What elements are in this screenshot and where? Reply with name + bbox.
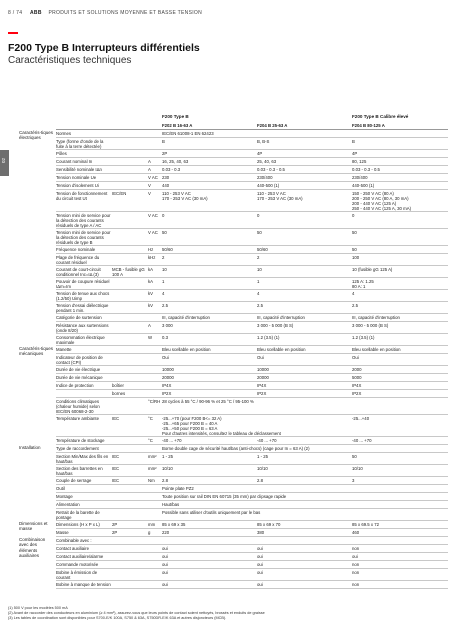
table-row — [56, 254, 448, 266]
row-value: B — [162, 139, 165, 144]
row-value: Borne double cage de sécurité haut/bas (anti-chocs) (cage pour In = 63 A) (2) — [162, 446, 310, 451]
row-qualifier: MCB - fusible gG 100 A — [112, 267, 145, 277]
row-label: Alimentation — [56, 502, 80, 507]
row-value: 50 — [352, 247, 357, 252]
row-label: Fréquence nominale — [56, 247, 96, 252]
row-label: Type (forme d'onde de la fuite à la terre détectée) — [56, 139, 104, 149]
row-value: 4P — [352, 151, 358, 156]
row-value: III, capacité d'interruption — [162, 315, 210, 320]
row-label: Sensibilité nominale IΔn — [56, 167, 102, 172]
row-label: Tension mini de service pour la détection des courants résiduels de type B — [56, 230, 111, 245]
table-row — [56, 581, 448, 589]
column-header: F204 B 25-63 A — [257, 123, 288, 128]
row-unit: g — [148, 530, 151, 535]
row-value: 2.5 — [257, 303, 263, 308]
row-label: Courant nominal In — [56, 159, 93, 164]
row-unit: Nm — [148, 478, 155, 483]
row-value: oui — [162, 546, 168, 551]
row-label: Tension d'essai diélectrique pendant 1 min. — [56, 303, 109, 313]
row-value: 2P — [162, 151, 168, 156]
row-label: Masse — [56, 530, 69, 535]
row-label: Courant de court-circuit conditionnel Inc=IΔ (3) — [56, 267, 101, 277]
table-row — [56, 354, 448, 366]
row-unit: °C — [148, 438, 153, 443]
row-value: oui — [257, 570, 263, 575]
row-value: 10 (fusible gG 125 A) — [352, 267, 393, 272]
row-value: non — [352, 562, 360, 567]
footnote: (3) Les tables de coordination sont disponibles pour S700-E/K 100A, S750 & 63A, S750DR-E/K 63A et autres disjoncteurs (MCB). — [8, 616, 227, 620]
row-value: 10/10 — [162, 466, 173, 471]
table-row — [56, 493, 448, 501]
row-label: Durée de vie électrique — [56, 367, 101, 372]
row-value: oui — [257, 562, 263, 567]
row-value: -25...+40 — [352, 416, 370, 421]
table-row — [56, 509, 448, 521]
row-unit: kV — [148, 303, 154, 308]
table-row — [56, 521, 448, 529]
row-unit: kA — [148, 267, 154, 272]
row-value: 1 — [257, 279, 260, 284]
row-value: oui — [257, 554, 263, 559]
row-value: 5000 — [352, 375, 362, 380]
table-row — [56, 290, 448, 302]
table-header-row — [56, 122, 448, 130]
row-value: 0.03 - 0.3 - 0.5 — [257, 167, 285, 172]
table-row — [56, 529, 448, 537]
row-unit: °C/RH — [148, 399, 161, 404]
row-label: Section des barrettes en haut/bas — [56, 466, 103, 476]
row-label: Retrait de la barette de pontage — [56, 510, 100, 520]
row-unit: mm² — [148, 466, 157, 471]
row-label: Résistance aux surtensions (onde 8/20) — [56, 323, 109, 333]
breadcrumb: PRODUITS ET SOLUTIONS MOYENNE ET BASSE TENSION — [48, 10, 203, 16]
row-qualifier: IEC — [112, 416, 120, 421]
section-label-installation: Installation — [19, 445, 41, 450]
column-header: F202 B 16-63 A — [162, 123, 193, 128]
row-value: 50 — [257, 230, 262, 235]
row-value: 4 — [352, 291, 355, 296]
row-value: 0 — [352, 213, 355, 218]
row-label: Section Min/Max des fils en haut/bas — [56, 454, 109, 464]
row-label: Consommation électrique maximale — [56, 335, 105, 345]
row-value: 440 — [162, 183, 170, 188]
table-row — [56, 537, 448, 545]
row-value: non — [352, 582, 360, 587]
section-label-electrical: Caractéris-tiques électriques — [19, 130, 54, 141]
table-row — [56, 545, 448, 553]
row-value: 2.5 — [352, 303, 358, 308]
group-header-high-rating: F200 Type B Calibre élevé — [352, 114, 409, 119]
row-label: Contact auxiliaire/alarme — [56, 554, 104, 559]
row-label: Tension de fonctionnement du circuit test Ut — [56, 191, 108, 201]
table-row — [56, 166, 448, 174]
row-label: Dimensions (H x P x L) — [56, 522, 100, 527]
row-value: 4 — [162, 291, 165, 296]
row-value: 0 — [162, 213, 165, 218]
row-label: Normes — [56, 131, 72, 136]
table-row — [56, 182, 448, 190]
table-row — [56, 415, 448, 437]
table-row — [56, 190, 448, 212]
row-value: -40 ... +70 — [352, 438, 372, 443]
row-value: 3 000 - 5 000 (B S) — [257, 323, 294, 328]
row-value: 100 — [352, 255, 360, 260]
table-row — [56, 477, 448, 485]
table-row — [56, 322, 448, 334]
group-header-standard: F200 Type B — [162, 114, 189, 119]
row-value: 2.8 — [162, 478, 168, 483]
row-value: 10 — [257, 267, 262, 272]
row-unit: mm — [148, 522, 156, 527]
table-row — [56, 366, 448, 374]
row-value: non — [352, 546, 360, 551]
row-unit: mm² — [148, 454, 157, 459]
row-value: 220 — [162, 530, 170, 535]
row-label: Couple de serrage — [56, 478, 92, 483]
row-unit: V AC — [148, 175, 158, 180]
table-row — [56, 382, 448, 390]
row-label: Tension nominale Ue — [56, 175, 97, 180]
row-value: 10000 — [257, 367, 269, 372]
row-value: 25, 40, 63 — [257, 159, 277, 164]
table-row — [56, 266, 448, 278]
table-row — [56, 130, 448, 138]
row-label: Combinable avec : — [56, 538, 92, 543]
row-value: oui — [352, 554, 358, 559]
chapter-tab — [0, 150, 9, 176]
table-row — [56, 150, 448, 158]
row-value: 85 x 69 x 35 — [162, 522, 186, 527]
row-value: 16, 25, 40, 63 — [162, 159, 189, 164]
page-title: F200 Type B Interrupteurs différentiels — [8, 42, 200, 54]
table-row — [56, 453, 448, 465]
row-label: Tension de tenue aux chocs (1.2/50) Uimp — [56, 291, 110, 301]
row-value: Pointe plate PZ2 — [162, 486, 194, 491]
row-label: Température de stockage — [56, 438, 105, 443]
row-value: 10 — [162, 267, 167, 272]
row-qualifier: 2P — [112, 522, 118, 527]
row-label: Contact auxiliaire — [56, 546, 89, 551]
row-value: IP4X — [162, 383, 172, 388]
row-value: 80, 125 — [352, 159, 367, 164]
row-value: 1.2 (3.5) (1) — [352, 335, 375, 340]
table-row — [56, 302, 448, 314]
section-label-combination: Combinaison avec des éléments auxiliaires — [19, 537, 46, 559]
row-unit: kA — [148, 279, 154, 284]
table-row — [56, 278, 448, 290]
row-value: -40 ... +70 — [257, 438, 277, 443]
row-unit: W — [148, 335, 153, 340]
row-value: 2000 — [352, 367, 362, 372]
table-row — [56, 445, 448, 453]
row-value: 1.2 (3.5) (1) — [257, 335, 280, 340]
table-row — [56, 465, 448, 477]
row-value: oui — [162, 562, 168, 567]
row-unit: kV — [148, 291, 154, 296]
row-value: 125 A: 1.25 80 A: 1 — [352, 279, 374, 289]
row-value: 50 — [352, 230, 357, 235]
table-row — [56, 138, 448, 150]
row-label: Bobine à manque de tension — [56, 582, 111, 587]
page-subtitle: Caractéristiques techniques — [8, 55, 132, 66]
row-value: oui — [162, 554, 168, 559]
row-value: Possible sans utiliser d'outils uniquement par le bas — [162, 510, 261, 515]
row-value: -25...+70 (pour F200 B<= 32 A) -25...+65 pour F200 B = 40 A -25...+50 pour F200 B = 63 A Pour d'autres intensités, consultez le tableau de déclassement — [162, 416, 281, 436]
row-value: 50 — [352, 454, 357, 459]
row-value: oui — [162, 570, 168, 575]
row-label: Température ambiante — [56, 416, 99, 421]
row-value: IP2X — [257, 391, 267, 396]
row-value: Oui — [352, 355, 359, 360]
table-row — [56, 174, 448, 182]
footnotes — [8, 606, 448, 621]
row-unit: A — [148, 167, 151, 172]
table-row — [56, 246, 448, 254]
row-value: 1 — [162, 279, 165, 284]
table-row — [56, 334, 448, 346]
row-value: 1 - 25 — [162, 454, 173, 459]
row-value: 2.5 — [162, 303, 168, 308]
row-value: IP4X — [257, 383, 267, 388]
accent-bar — [8, 32, 18, 34]
row-value: 10/10 — [352, 466, 363, 471]
row-value: 10/10 — [257, 466, 268, 471]
row-label: Pôles — [56, 151, 67, 156]
chapter-number: 02 — [1, 157, 7, 164]
row-unit: kHz — [148, 255, 156, 260]
row-qualifier: IEC — [112, 478, 120, 483]
section-label-mechanical: Caractéris-tiques mécaniques — [19, 346, 54, 357]
row-value: 4P — [257, 151, 263, 156]
row-label: Outil — [56, 486, 65, 491]
table-row — [56, 398, 448, 415]
row-value: 230 — [162, 175, 170, 180]
footnote: (1) 500 V pour les modèles 500 mA — [8, 606, 68, 610]
row-value: 20000 — [257, 375, 269, 380]
table-row — [56, 346, 448, 354]
row-unit: V — [148, 183, 151, 188]
row-value: IP2X — [352, 391, 362, 396]
row-value: 0.3 — [162, 335, 168, 340]
table-row — [56, 390, 448, 398]
row-value: B, B-S — [257, 139, 270, 144]
row-value: 0.03 - 0.3 - 0.5 — [352, 167, 380, 172]
row-qualifier: IEC — [112, 454, 120, 459]
row-label: Indice de protection — [56, 383, 94, 388]
row-value: 110 - 253 V AC 170 - 253 V AC (30 mA) — [162, 191, 208, 201]
page-header — [8, 10, 202, 16]
row-value: 3 000 — [162, 323, 173, 328]
table-row — [56, 374, 448, 382]
row-value: 3 000 - 5 000 (B S) — [352, 323, 389, 328]
row-value: Toute position sur rail DIN EN 60715 (35 mm) par clipsage rapide — [162, 494, 287, 499]
row-qualifier: bornes — [112, 391, 126, 396]
row-label: Tension d'isolement Ui — [56, 183, 99, 188]
row-value: 2 — [257, 255, 260, 260]
row-label: Bobine à émission de courant — [56, 570, 98, 580]
table-row — [56, 212, 448, 229]
page-number: 8 / 74 — [8, 10, 23, 16]
row-value: 2 — [162, 255, 165, 260]
row-value: 1 - 25 — [257, 454, 268, 459]
row-label: Catégorie de surtension — [56, 315, 102, 320]
row-value: 85 x 69.5 x 72 — [352, 522, 379, 527]
row-unit: V AC — [148, 213, 158, 218]
row-label: Manette — [56, 347, 72, 352]
row-value: III, capacité d'interruption — [257, 315, 305, 320]
row-value: Haut/bas — [162, 502, 180, 507]
row-label: Indicateur de position de contact (CPI) — [56, 355, 103, 365]
row-value: Oui — [162, 355, 169, 360]
row-value: 230/400 — [257, 175, 273, 180]
row-qualifier: IEC — [112, 466, 120, 471]
row-unit: °C — [148, 416, 153, 421]
table-row — [56, 561, 448, 569]
row-value: Bleu scellable en position — [352, 347, 401, 352]
row-value: 3 — [352, 478, 355, 483]
row-label: Plage de fréquence du courant résiduel — [56, 255, 100, 265]
row-unit: Hz — [148, 247, 154, 252]
row-value: 4 — [257, 291, 260, 296]
row-qualifier: boîtier — [112, 383, 124, 388]
row-value: 230/400 — [352, 175, 368, 180]
table-row — [56, 485, 448, 493]
row-value: 50/60 — [162, 247, 173, 252]
row-label: Montage — [56, 494, 73, 499]
row-value: oui — [257, 582, 263, 587]
row-label: Type de raccordement — [56, 446, 99, 451]
row-value: B — [352, 139, 355, 144]
row-value: IEC/EN 61008-1 EN 62423 — [162, 131, 214, 136]
row-value: 2.8 — [257, 478, 263, 483]
row-value: 0.03 - 0.3 — [162, 167, 181, 172]
row-label: Commande motorisée — [56, 562, 99, 567]
section-label-dimensions: Dimensions et masse — [19, 521, 48, 532]
row-value: 50/60 — [257, 247, 268, 252]
row-unit: A — [148, 323, 151, 328]
row-value: 28 cycles à 55 °C / 90-96 % et 25 °C / 95-100 % — [162, 399, 254, 404]
column-header: F204 B 80-125 A — [352, 123, 385, 128]
row-value: III, capacité d'interruption — [352, 315, 400, 320]
row-unit: V AC — [148, 230, 158, 235]
spec-table — [56, 122, 448, 589]
row-qualifier: 2P — [112, 530, 118, 535]
row-value: 110 - 253 V AC 170 - 253 V AC (30 mA) — [257, 191, 303, 201]
row-value: Bleu scellable en position — [162, 347, 211, 352]
row-label: Durée de vie mécanique — [56, 375, 103, 380]
table-row — [56, 158, 448, 166]
table-row — [56, 229, 448, 246]
table-row — [56, 501, 448, 509]
row-value: IP2X — [162, 391, 172, 396]
table-row — [56, 314, 448, 322]
row-value: 20000 — [162, 375, 174, 380]
row-label: Pouvoir de coupure résiduel IΔm=Im — [56, 279, 110, 289]
table-row — [56, 569, 448, 581]
row-value: Bleu scellable en position — [257, 347, 306, 352]
row-label: Tension mini de service pour la détection des courants résiduels de type A / AC — [56, 213, 111, 228]
row-value: 0 — [257, 213, 260, 218]
row-value: 380 — [257, 530, 265, 535]
row-label: Conditions climatiques (chaleur humide) selon IEC/EN 60068-2-30 — [56, 399, 100, 414]
footnote: (2) Avant de raccorder des conducteurs en aluminium (≥ 4 mm²), assurez-vous que leurs points de contact soient nettoyés, brossés et enduits de graisse — [8, 611, 265, 615]
row-value: 460 — [352, 530, 360, 535]
row-value: 440-500 (1) — [257, 183, 280, 188]
row-value: Oui — [257, 355, 264, 360]
row-value: -40 ... +70 — [162, 438, 182, 443]
row-qualifier: IEC/EN — [112, 191, 127, 196]
row-value: oui — [257, 546, 263, 551]
row-value: oui — [162, 582, 168, 587]
row-unit: V — [148, 191, 151, 196]
row-value: 10000 — [162, 367, 174, 372]
table-row — [56, 553, 448, 561]
row-value: 50 — [162, 230, 167, 235]
row-value: 440-500 (1) — [352, 183, 375, 188]
table-row — [56, 437, 448, 445]
row-value: 150 - 250 V AC (80 A) 200 - 250 V AC (80 A, 30 mA) 200 - 440 V AC (125 A) 250 - 440 V AC (125 A, 30 mA) — [352, 191, 411, 211]
brand-logo: ABB — [30, 10, 42, 16]
row-unit: A — [148, 159, 151, 164]
row-value: IP4X — [352, 383, 362, 388]
row-value: non — [352, 570, 360, 575]
row-value: 85 x 69 x 70 — [257, 522, 281, 527]
